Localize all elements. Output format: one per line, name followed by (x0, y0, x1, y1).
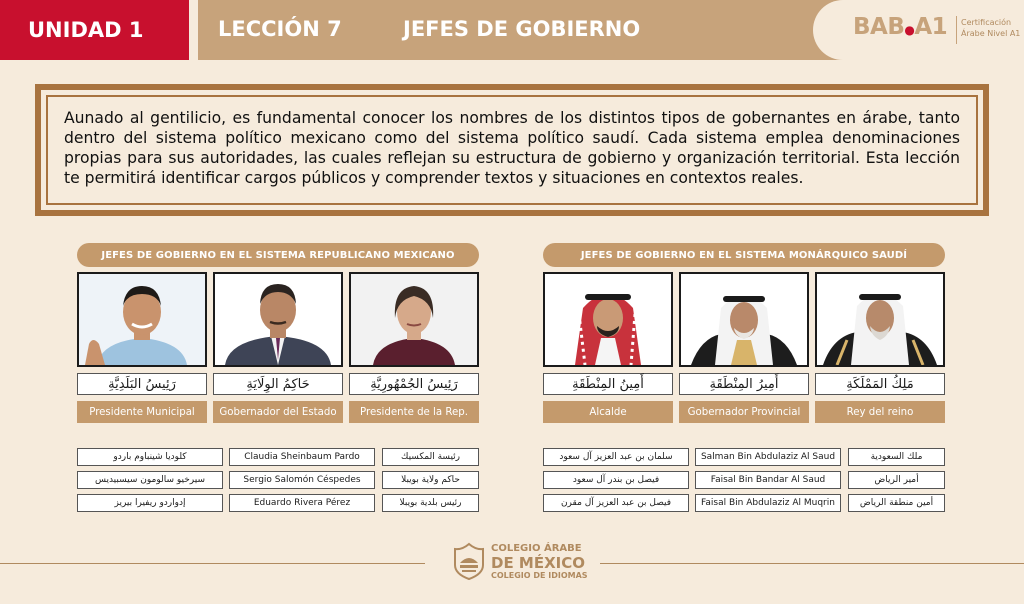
name-latin: Faisal Bin Bandar Al Saud (695, 471, 841, 489)
portrait-photo (815, 272, 945, 367)
name-arabic: إدواردو ريفيرا بيريز (77, 494, 223, 512)
portrait-photo (679, 272, 809, 367)
spanish-title: Presidente Municipal (77, 401, 207, 423)
intro-inner-frame (46, 95, 978, 205)
mexico-cards (77, 272, 479, 422)
position-arabic: رئيس بلدية بويبلا (382, 494, 479, 512)
position-arabic: ملك السعودية (848, 448, 945, 466)
name-latin: Sergio Salomón Céspedes (229, 471, 375, 489)
name-arabic: فيصل بن عبد العزيز آل مقرن (543, 494, 689, 512)
spanish-title: Alcalde (543, 401, 673, 423)
arabic-title: أَمِيرُ المِنْطَقَةِ (679, 373, 809, 395)
name-latin: Eduardo Rivera Pérez (229, 494, 375, 512)
name-row (77, 448, 479, 471)
saudi-cards (543, 272, 945, 422)
spanish-title: Presidente de la Rep. (349, 401, 479, 423)
brand-logo-area (813, 0, 1024, 60)
name-arabic: سيرخيو سالومون سيسبيديس (77, 471, 223, 489)
card-gobernador-estado (213, 272, 343, 423)
name-row (77, 471, 479, 494)
position-arabic: رئيسة المكسيك (382, 448, 479, 466)
name-latin: Claudia Sheinbaum Pardo (229, 448, 375, 466)
footer-line-left (0, 563, 425, 564)
arabic-title: حَاكِمُ الوِلَايَةِ (213, 373, 343, 395)
portrait-photo (349, 272, 479, 367)
lesson-banner (198, 0, 858, 60)
spanish-title: Rey del reino (815, 401, 945, 423)
saudi-section-heading: JEFES DE GOBIERNO EN EL SISTEMA MONÁRQUICO SAUDÍ (543, 243, 945, 267)
position-arabic: حاكم ولاية بويبلا (382, 471, 479, 489)
name-latin: Salman Bin Abdulaziz Al Saud (695, 448, 841, 466)
name-arabic: كلوديا شينباوم باردو (77, 448, 223, 466)
name-row (543, 494, 945, 517)
lesson-label: LECCIÓN 7 (218, 17, 342, 41)
mexico-section-heading: JEFES DE GOBIERNO EN EL SISTEMA REPUBLICANO MEXICANO (77, 243, 479, 267)
position-arabic: أمين منطقة الرياض (848, 494, 945, 512)
page-title: JEFES DE GOBIERNO (403, 17, 641, 41)
spanish-title: Gobernador Provincial (679, 401, 809, 423)
name-arabic: فيصل بن بندر آل سعود (543, 471, 689, 489)
arabic-title: رَئِيسُ البَلَدِيَّةِ (77, 373, 207, 395)
school-name-line3: COLEGIO DE IDIOMAS (491, 571, 588, 580)
name-row (543, 471, 945, 494)
header-bar (0, 0, 1024, 60)
school-name-line1: COLEGIO ÁRABE (491, 543, 582, 554)
certification-label: Certificación Árabe Nivel A1 (961, 18, 1021, 38)
card-presidente-municipal (77, 272, 207, 423)
intro-frame (35, 84, 989, 216)
arabic-title: مَلِكُ المَمْلَكَةِ (815, 373, 945, 395)
arabic-title: رَئِيسُ الجُمْهُورِيَّةِ (349, 373, 479, 395)
portrait-photo (543, 272, 673, 367)
portrait-photo (213, 272, 343, 367)
card-alcalde (543, 272, 673, 423)
portrait-photo (77, 272, 207, 367)
arabic-title: أَمِينُ المِنْطَقَةِ (543, 373, 673, 395)
unit-label: UNIDAD 1 (0, 0, 189, 60)
card-presidente-republica (349, 272, 479, 423)
name-latin: Faisal Bin Abdulaziz Al Muqrin (695, 494, 841, 512)
school-name-line2: DE MÉXICO (491, 554, 585, 572)
mexico-names-table (77, 448, 479, 517)
position-arabic: أمير الرياض (848, 471, 945, 489)
name-row (77, 494, 479, 517)
brand-divider (956, 16, 957, 44)
card-gobernador-provincial (679, 272, 809, 423)
mexico-section (77, 243, 479, 508)
intro-paragraph: Aunado al gentilicio, es fundamental conocer los nombres de los distintos tipos de gobernantes en árabe, tanto dentro del sistema político mexicano como del sistema político saudí. Cada sistema emplea denominaciones propias para sus autoridades, las cuales reflejan su estructura de gobierno y organización territorial. Esta lección te permitirá identificar cargos públicos y comprender textos y situaciones en contextos reales. (64, 109, 960, 187)
saudi-section (543, 243, 945, 508)
name-row (543, 448, 945, 471)
bab-a1-logo: BAB●A1 (853, 14, 948, 40)
name-arabic: سلمان بن عبد العزيز آل سعود (543, 448, 689, 466)
school-emblem-icon (449, 541, 489, 581)
spanish-title: Gobernador del Estado (213, 401, 343, 423)
footer-line-right (600, 563, 1024, 564)
card-rey (815, 272, 945, 423)
school-name (491, 543, 588, 581)
saudi-names-table (543, 448, 945, 517)
